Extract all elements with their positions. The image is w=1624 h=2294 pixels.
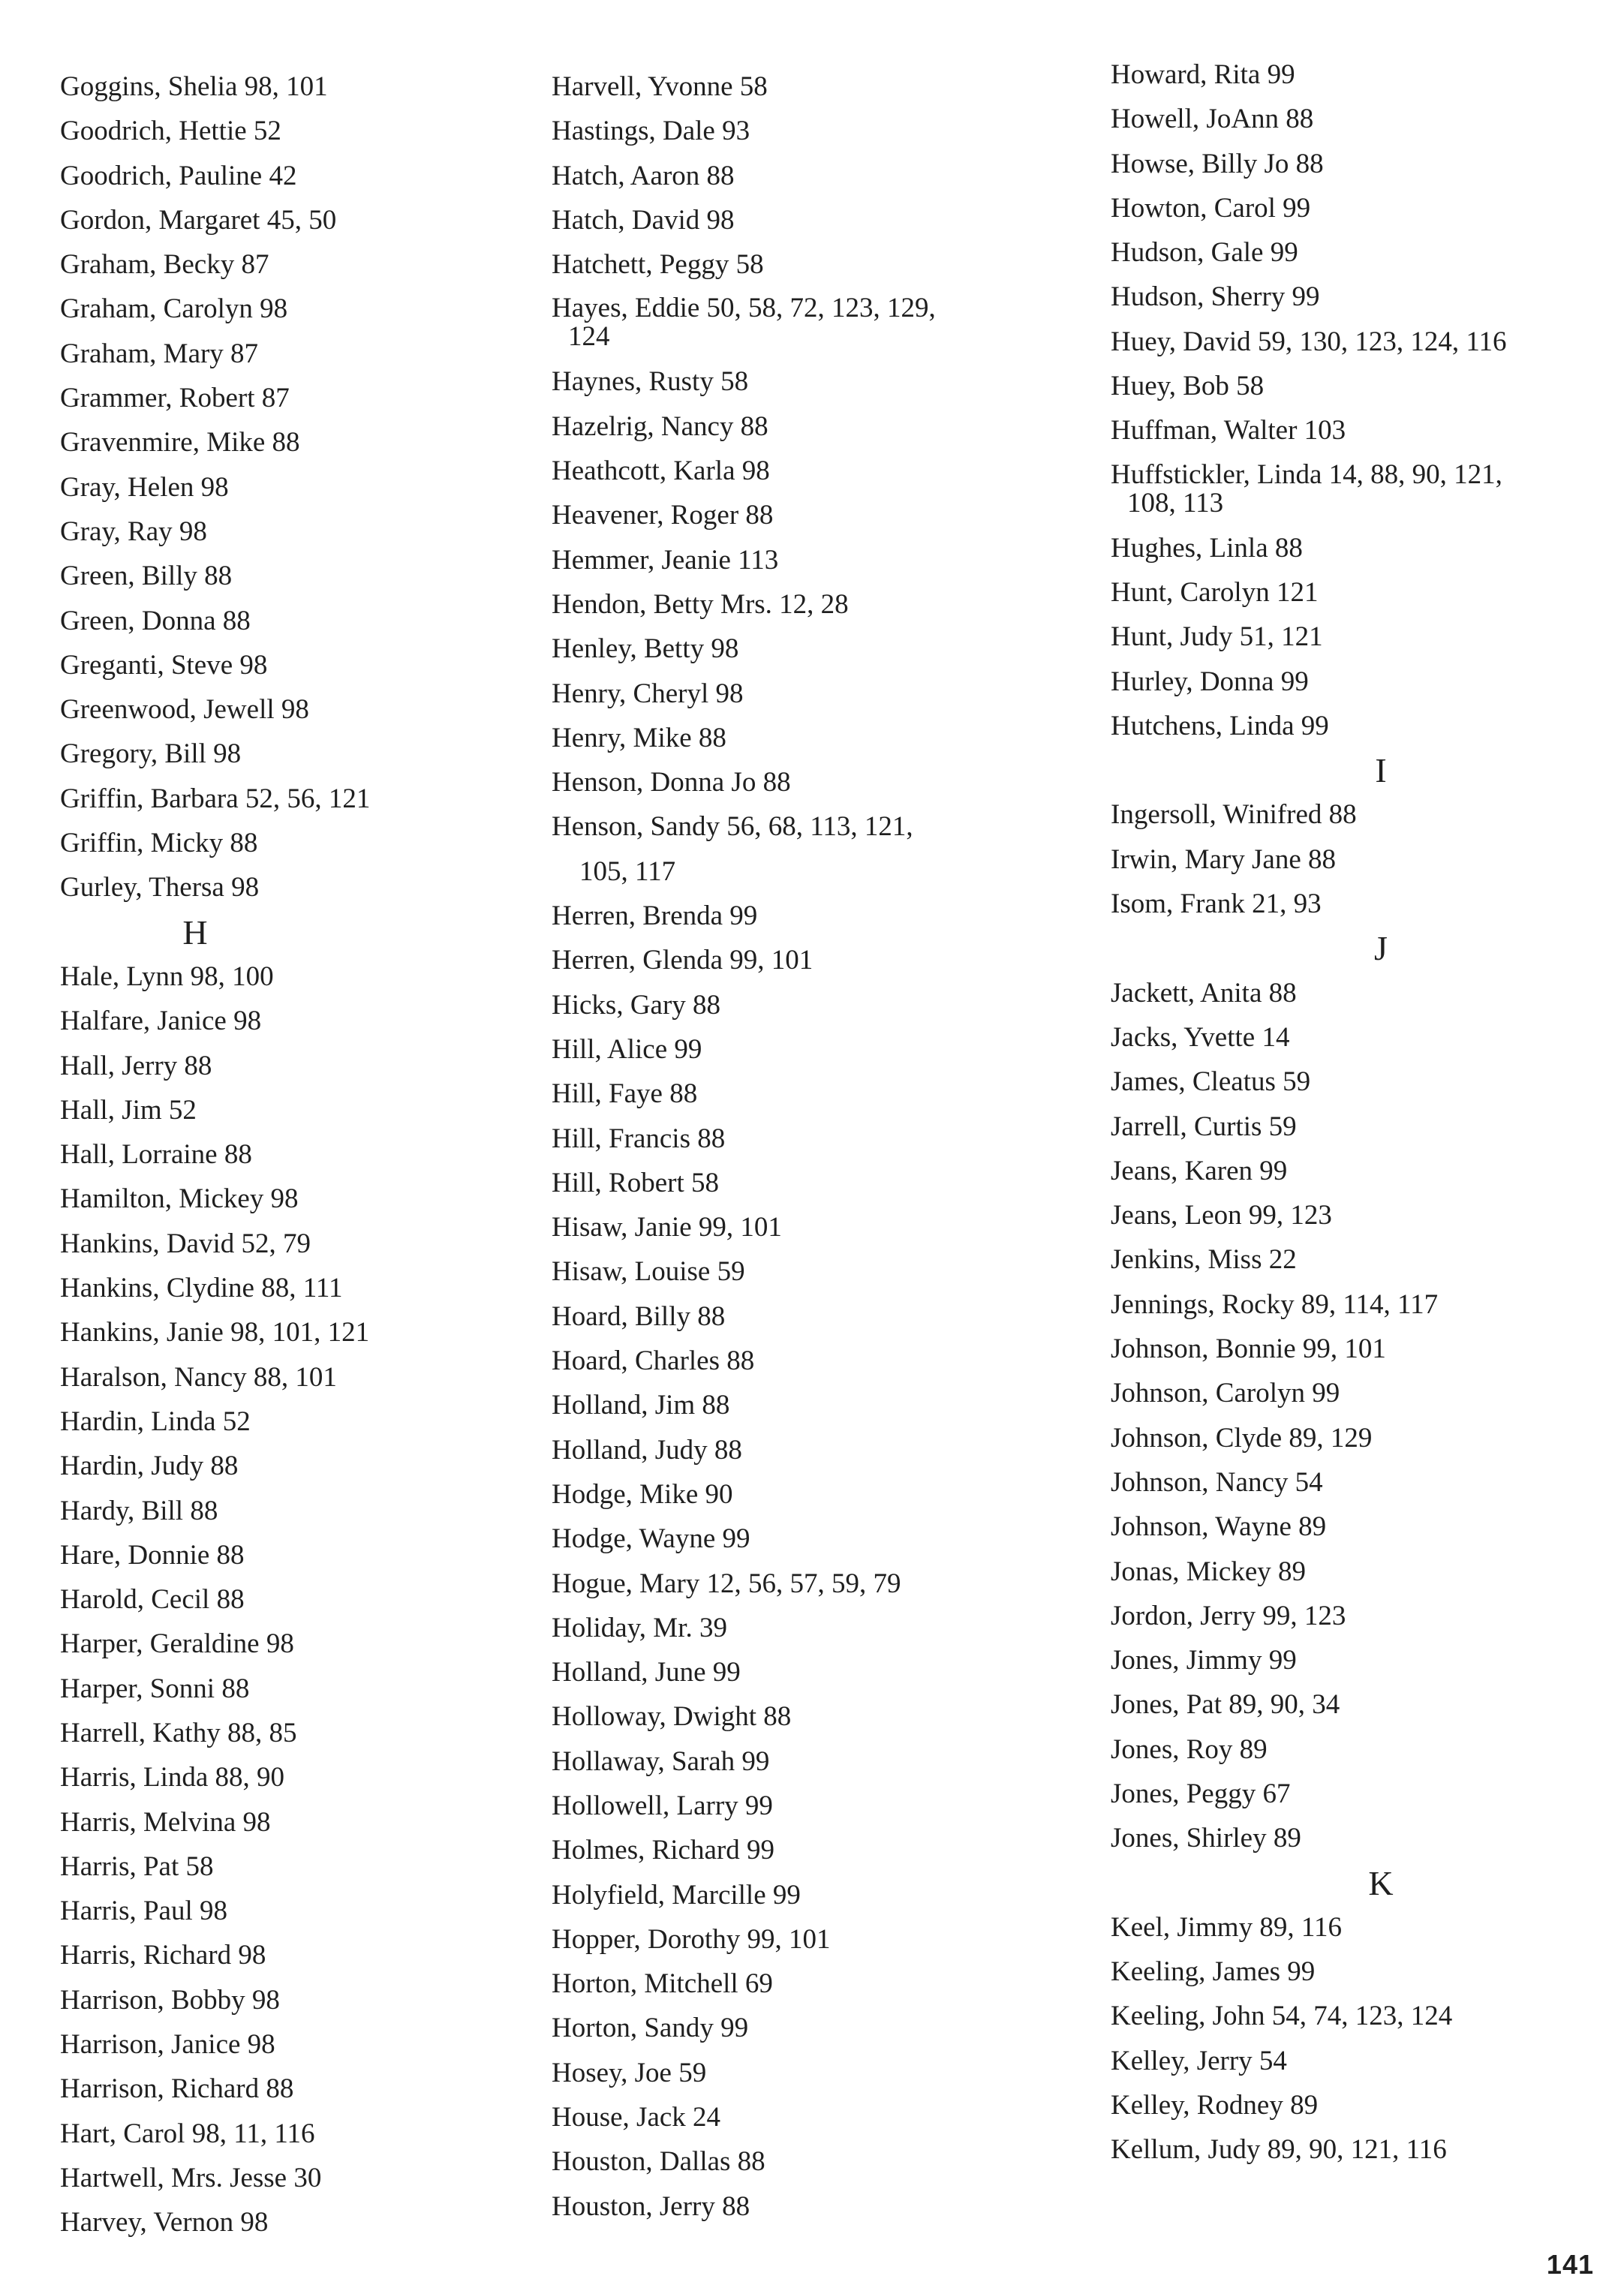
index-entry: Greenwood, Jewell 98 bbox=[60, 694, 309, 726]
index-entry: Hopper, Dorothy 99, 101 bbox=[552, 1923, 831, 1955]
index-entry: Howton, Carol 99 bbox=[1111, 192, 1311, 224]
index-entry: Harvell, Yvonne 58 bbox=[552, 71, 768, 102]
index-entry: Hunt, Judy 51, 121 bbox=[1111, 621, 1323, 653]
index-entry: Jacks, Yvette 14 bbox=[1111, 1021, 1290, 1053]
index-entry: Howse, Billy Jo 88 bbox=[1111, 148, 1324, 179]
index-entry: Henry, Cheryl 98 bbox=[552, 678, 744, 709]
index-entry: Hollaway, Sarah 99 bbox=[552, 1745, 770, 1777]
index-entry: Holyfield, Marcille 99 bbox=[552, 1879, 801, 1911]
index-entry: Hatch, Aaron 88 bbox=[552, 160, 735, 191]
index-entry: Jonas, Mickey 89 bbox=[1111, 1556, 1306, 1587]
section-letter: K bbox=[1368, 1863, 1394, 1902]
index-entry: Henry, Mike 88 bbox=[552, 722, 726, 753]
index-entry: Holiday, Mr. 39 bbox=[552, 1612, 727, 1643]
index-entry: 105, 117 bbox=[552, 855, 676, 887]
index-entry: Henley, Betty 98 bbox=[552, 633, 739, 665]
index-entry bbox=[552, 287, 1039, 359]
index-entry: Keel, Jimmy 89, 116 bbox=[1111, 1911, 1342, 1943]
index-entry: Houston, Dallas 88 bbox=[552, 2146, 765, 2178]
section-letter: J bbox=[1374, 929, 1388, 968]
index-entry: Hogue, Mary 12, 56, 57, 59, 79 bbox=[552, 1568, 901, 1599]
index-entry: Hankins, Clydine 88, 111 bbox=[60, 1273, 343, 1304]
index-entry: Greganti, Steve 98 bbox=[60, 649, 268, 681]
index-entry-text: Hayes, Eddie 50, 58, 72, 123, 129, bbox=[552, 293, 936, 324]
index-entry: Holland, June 99 bbox=[552, 1657, 741, 1688]
index-entry: Keeling, John 54, 74, 123, 124 bbox=[1111, 2001, 1453, 2032]
index-entry: Jackett, Anita 88 bbox=[1111, 977, 1297, 1009]
index-entry: Holland, Judy 88 bbox=[552, 1434, 742, 1466]
index-entry: Hardin, Judy 88 bbox=[60, 1451, 239, 1482]
index-entry: Jarrell, Curtis 59 bbox=[1111, 1111, 1297, 1142]
index-entry: Huffman, Walter 103 bbox=[1111, 415, 1346, 446]
index-entry: Hurley, Donna 99 bbox=[1111, 666, 1309, 697]
index-entry: Grammer, Robert 87 bbox=[60, 383, 290, 414]
index-entry: Hill, Faye 88 bbox=[552, 1078, 698, 1110]
index-entry: Huey, Bob 58 bbox=[1111, 371, 1265, 402]
index-entry: Hatchett, Peggy 58 bbox=[552, 249, 764, 281]
index-entry: Harrison, Richard 88 bbox=[60, 2073, 294, 2105]
index-entry: Holland, Jim 88 bbox=[552, 1390, 730, 1421]
index-entry: Hicks, Gary 88 bbox=[552, 989, 721, 1021]
index-entry: Griffin, Micky 88 bbox=[60, 828, 258, 859]
index-entry: Harris, Richard 98 bbox=[60, 1940, 266, 1971]
index-entry: Hamilton, Mickey 98 bbox=[60, 1183, 299, 1215]
index-entry: Hall, Lorraine 88 bbox=[60, 1139, 252, 1171]
index-entry: Hardy, Bill 88 bbox=[60, 1495, 218, 1526]
index-entry: Jennings, Rocky 89, 114, 117 bbox=[1111, 1288, 1439, 1320]
index-entry: Horton, Mitchell 69 bbox=[552, 1968, 773, 2000]
index-entry: Goodrich, Hettie 52 bbox=[60, 116, 281, 147]
index-entry: Graham, Mary 87 bbox=[60, 338, 259, 369]
index-entry: Jeans, Karen 99 bbox=[1111, 1155, 1288, 1186]
index-entry: Holloway, Dwight 88 bbox=[552, 1701, 792, 1733]
index-entry: Hart, Carol 98, 11, 116 bbox=[60, 2118, 315, 2149]
index-entry: Harold, Cecil 88 bbox=[60, 1584, 245, 1616]
index-entry: Hall, Jim 52 bbox=[60, 1094, 197, 1126]
index-entry: Ingersoll, Winifred 88 bbox=[1111, 799, 1357, 831]
index-entry: House, Jack 24 bbox=[552, 2102, 721, 2133]
index-entry: Harrell, Kathy 88, 85 bbox=[60, 1717, 297, 1748]
index-entry: Kelley, Jerry 54 bbox=[1111, 2045, 1287, 2076]
index-entry-continuation: 124 bbox=[568, 321, 610, 353]
index-entry: Hankins, Janie 98, 101, 121 bbox=[60, 1317, 370, 1348]
index-entry: Holmes, Richard 99 bbox=[552, 1835, 774, 1866]
index-entry: Isom, Frank 21, 93 bbox=[1111, 888, 1322, 920]
index-entry: Hill, Alice 99 bbox=[552, 1033, 702, 1065]
index-entry: Irwin, Mary Jane 88 bbox=[1111, 843, 1337, 875]
index-entry: Hosey, Joe 59 bbox=[552, 2057, 707, 2088]
index-entry: Herren, Glenda 99, 101 bbox=[552, 945, 814, 976]
index-entry: Herren, Brenda 99 bbox=[552, 900, 758, 932]
index-entry: Hale, Lynn 98, 100 bbox=[60, 961, 274, 992]
index-entry: Graham, Becky 87 bbox=[60, 249, 269, 281]
index-entry: Jones, Pat 89, 90, 34 bbox=[1111, 1689, 1340, 1721]
index-entry: Jones, Jimmy 99 bbox=[1111, 1645, 1297, 1676]
index-entry: Hodge, Wayne 99 bbox=[552, 1523, 750, 1555]
index-entry: Gregory, Bill 98 bbox=[60, 738, 242, 770]
index-entry: Harris, Paul 98 bbox=[60, 1896, 227, 1927]
index-entry: Halfare, Janice 98 bbox=[60, 1006, 262, 1037]
index-entry: Houston, Jerry 88 bbox=[552, 2190, 750, 2222]
index-entry-text: Huffstickler, Linda 14, 88, 90, 121, bbox=[1111, 458, 1502, 490]
index-entry: Harrison, Bobby 98 bbox=[60, 1984, 280, 2016]
index-entry: Johnson, Bonnie 99, 101 bbox=[1111, 1333, 1386, 1365]
index-entry: Henson, Donna Jo 88 bbox=[552, 767, 791, 798]
index-entry: Hudson, Sherry 99 bbox=[1111, 281, 1320, 313]
index-entry: Keeling, James 99 bbox=[1111, 1956, 1316, 1988]
index-entry: Hemmer, Jeanie 113 bbox=[552, 544, 779, 576]
index-entry: Green, Billy 88 bbox=[60, 561, 233, 592]
index-entry: Hare, Donnie 88 bbox=[60, 1539, 245, 1571]
index-entry bbox=[1111, 453, 1606, 526]
index-entry: James, Cleatus 59 bbox=[1111, 1066, 1311, 1098]
index-column-2 bbox=[552, 0, 1039, 2229]
index-entry: Howard, Rita 99 bbox=[1111, 59, 1295, 90]
index-entry: Hartwell, Mrs. Jesse 30 bbox=[60, 2162, 322, 2193]
index-entry: Hall, Jerry 88 bbox=[60, 1050, 212, 1081]
index-column-1 bbox=[60, 0, 540, 2245]
index-entry: Goodrich, Pauline 42 bbox=[60, 160, 297, 191]
index-entry: Hunt, Carolyn 121 bbox=[1111, 576, 1319, 608]
index-entry: Gordon, Margaret 45, 50 bbox=[60, 204, 337, 236]
page-number: 141 bbox=[1546, 2249, 1594, 2280]
index-entry-continuation: 108, 113 bbox=[1127, 487, 1224, 519]
index-entry: Kellum, Judy 89, 90, 121, 116 bbox=[1111, 2134, 1447, 2166]
index-entry: Jones, Roy 89 bbox=[1111, 1733, 1268, 1765]
index-entry: Haynes, Rusty 58 bbox=[552, 366, 749, 398]
index-entry: Hendon, Betty Mrs. 12, 28 bbox=[552, 588, 849, 620]
index-entry: Harris, Pat 58 bbox=[60, 1851, 214, 1882]
index-entry: Hatch, David 98 bbox=[552, 204, 735, 236]
index-entry: Gravenmire, Mike 88 bbox=[60, 427, 300, 458]
index-entry: Hollowell, Larry 99 bbox=[552, 1790, 773, 1821]
index-entry: Heavener, Roger 88 bbox=[552, 500, 774, 531]
index-entry: Johnson, Nancy 54 bbox=[1111, 1466, 1323, 1498]
index-entry: Harper, Sonni 88 bbox=[60, 1673, 250, 1704]
index-entry: Harris, Linda 88, 90 bbox=[60, 1762, 285, 1793]
index-entry: Hughes, Linla 88 bbox=[1111, 532, 1303, 564]
section-letter: H bbox=[182, 912, 208, 952]
index-entry: Hoard, Charles 88 bbox=[552, 1345, 755, 1377]
index-entry: Jenkins, Miss 22 bbox=[1111, 1244, 1297, 1276]
index-entry: Johnson, Carolyn 99 bbox=[1111, 1378, 1340, 1409]
index-entry: Harrison, Janice 98 bbox=[60, 2029, 275, 2061]
index-entry: Harris, Melvina 98 bbox=[60, 1806, 271, 1838]
index-entry: Horton, Sandy 99 bbox=[552, 2013, 749, 2044]
index-entry: Graham, Carolyn 98 bbox=[60, 293, 288, 325]
index-entry: Haralson, Nancy 88, 101 bbox=[60, 1361, 337, 1393]
index-entry: Hutchens, Linda 99 bbox=[1111, 710, 1329, 741]
index-entry: Hill, Francis 88 bbox=[552, 1123, 726, 1154]
index-entry: Goggins, Shelia 98, 101 bbox=[60, 71, 328, 102]
index-entry: Hastings, Dale 93 bbox=[552, 116, 750, 147]
index-entry: Heathcott, Karla 98 bbox=[552, 455, 770, 487]
index-entry: Jeans, Leon 99, 123 bbox=[1111, 1200, 1332, 1231]
index-entry: Gray, Ray 98 bbox=[60, 516, 207, 547]
index-entry: Hisaw, Louise 59 bbox=[552, 1256, 745, 1288]
index-entry: Gray, Helen 98 bbox=[60, 471, 229, 503]
index-entry: Hill, Robert 58 bbox=[552, 1167, 720, 1198]
index-entry: Jones, Shirley 89 bbox=[1111, 1823, 1301, 1854]
index-entry: Johnson, Clyde 89, 129 bbox=[1111, 1422, 1373, 1454]
index-entry: Hazelrig, Nancy 88 bbox=[552, 410, 768, 442]
index-entry: Huey, David 59, 130, 123, 124, 116 bbox=[1111, 326, 1507, 357]
index-entry: Harvey, Vernon 98 bbox=[60, 2207, 269, 2238]
index-column-3 bbox=[1111, 0, 1606, 2172]
index-entry: Johnson, Wayne 89 bbox=[1111, 1511, 1327, 1543]
index-entry: Hardin, Linda 52 bbox=[60, 1406, 251, 1437]
index-entry: Green, Donna 88 bbox=[60, 605, 251, 636]
index-entry: Hoard, Billy 88 bbox=[552, 1300, 726, 1332]
index-entry: Kelley, Rodney 89 bbox=[1111, 2090, 1319, 2121]
index-entry: Harper, Geraldine 98 bbox=[60, 1628, 294, 1660]
index-entry: Jordon, Jerry 99, 123 bbox=[1111, 1600, 1346, 1631]
index-entry: Hisaw, Janie 99, 101 bbox=[552, 1212, 782, 1243]
index-entry: Hodge, Mike 90 bbox=[552, 1478, 733, 1510]
index-entry: Jones, Peggy 67 bbox=[1111, 1778, 1291, 1809]
section-letter: I bbox=[1375, 751, 1387, 790]
index-entry: Griffin, Barbara 52, 56, 121 bbox=[60, 783, 371, 814]
index-entry: Gurley, Thersa 98 bbox=[60, 872, 260, 903]
index-entry: Hankins, David 52, 79 bbox=[60, 1228, 311, 1259]
index-entry: Henson, Sandy 56, 68, 113, 121, bbox=[552, 811, 913, 843]
index-entry: Hudson, Gale 99 bbox=[1111, 237, 1298, 269]
index-entry: Howell, JoAnn 88 bbox=[1111, 104, 1314, 135]
